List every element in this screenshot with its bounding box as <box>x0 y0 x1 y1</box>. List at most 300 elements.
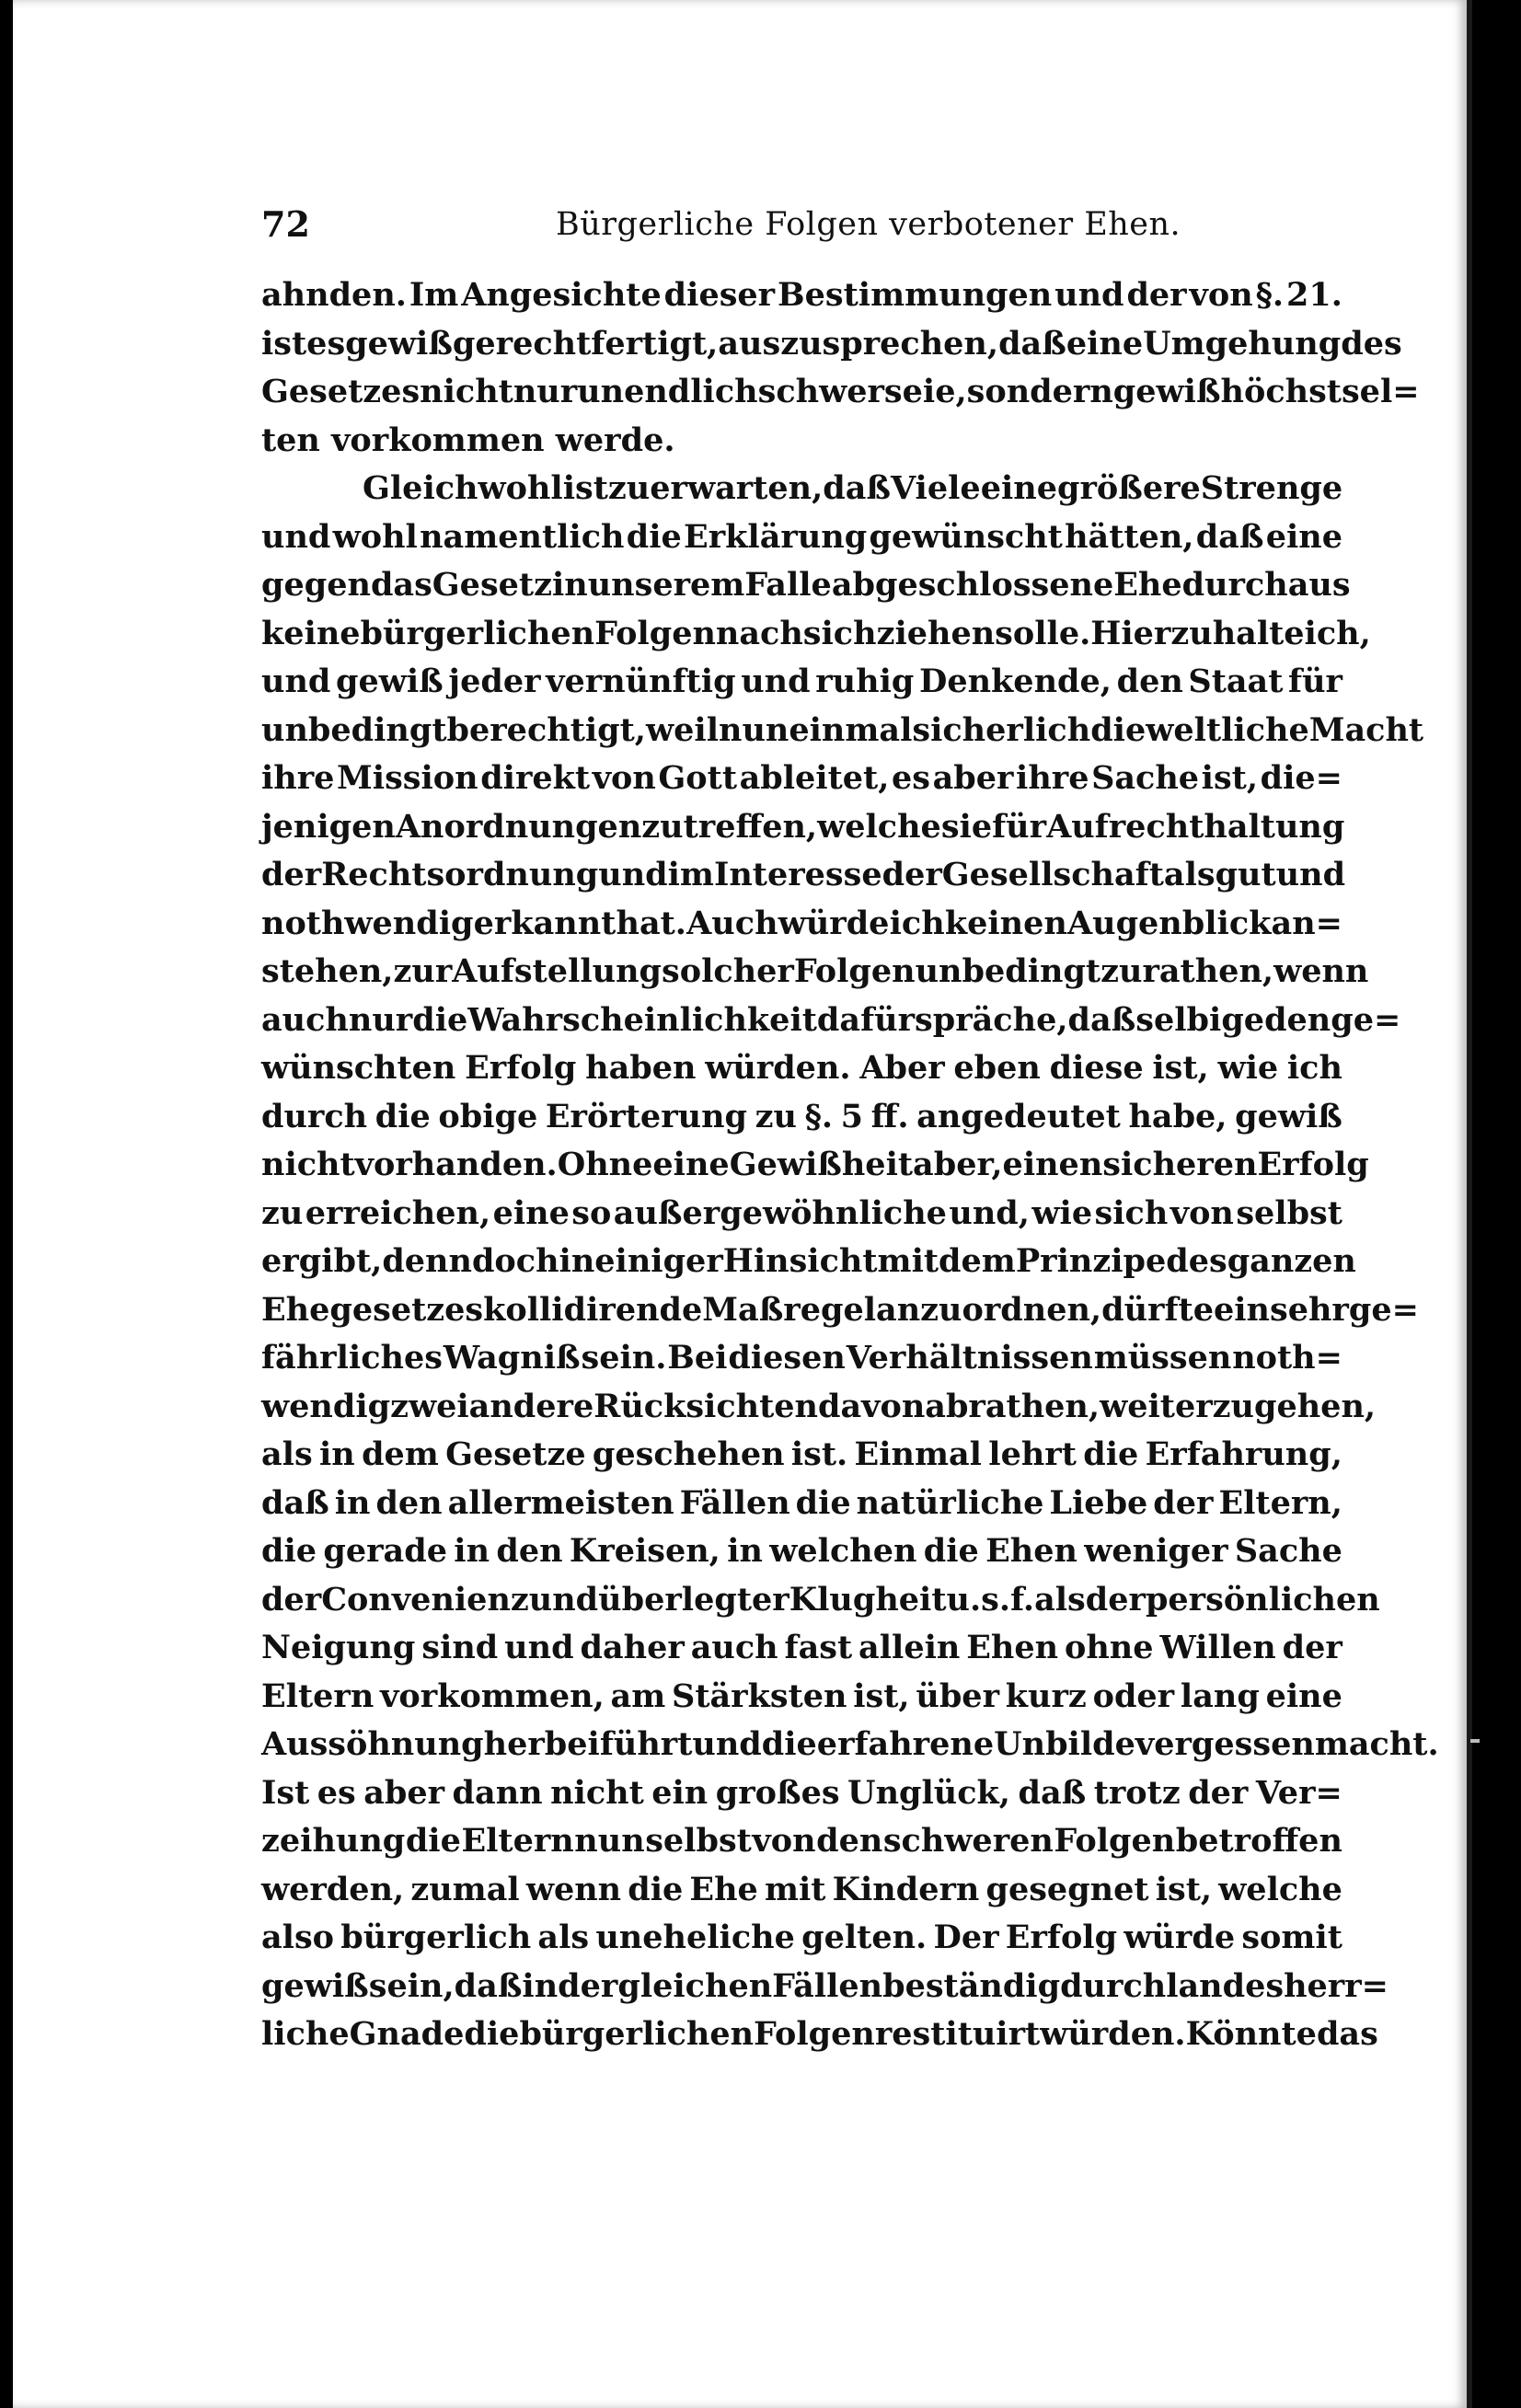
word: Eltern, <box>1218 1483 1342 1522</box>
word: daß <box>998 324 1066 363</box>
word: den <box>375 1483 443 1522</box>
word: fast <box>784 1629 853 1666</box>
word: zwei <box>390 1387 469 1425</box>
book-page <box>13 0 1467 2408</box>
word: es <box>317 1773 356 1812</box>
word: Aufrechthaltung <box>1046 807 1345 846</box>
word: des <box>1341 324 1402 363</box>
word: unbedingt <box>261 710 447 749</box>
word: in <box>559 1242 595 1280</box>
word: am <box>610 1676 666 1715</box>
word: zeihung <box>261 1822 406 1860</box>
word: gewiß <box>1112 373 1221 410</box>
word: ge= <box>1331 1000 1401 1039</box>
word: die <box>412 1000 468 1039</box>
word: die <box>1090 710 1147 749</box>
word: bürgerlich <box>340 1918 532 1956</box>
word: gewünscht <box>869 517 1063 556</box>
word: treffen, <box>683 807 818 846</box>
word: jeder <box>448 662 541 700</box>
text-line <box>261 561 1351 610</box>
word: es <box>306 324 346 363</box>
word: großes <box>715 1773 840 1812</box>
word: doch <box>471 1242 559 1280</box>
word: dafür <box>816 1000 916 1039</box>
word: natürliche <box>856 1483 1044 1522</box>
text-line <box>261 417 1342 466</box>
word: Eltern <box>461 1822 574 1860</box>
word: Bei <box>667 1339 728 1377</box>
word: in <box>334 1483 371 1522</box>
word: Macht <box>1308 710 1424 749</box>
word: mit <box>877 1242 939 1280</box>
word: als <box>537 1918 590 1956</box>
word: ist, <box>1155 1870 1213 1908</box>
word: ein <box>1213 1290 1270 1329</box>
word: u. <box>946 1580 982 1619</box>
word: weniger <box>1084 1532 1228 1570</box>
word: wohl <box>332 517 418 556</box>
word: Bestimmungen <box>778 276 1053 314</box>
word: abgeschlossene <box>831 566 1114 604</box>
word: zu <box>261 1193 304 1232</box>
word: Gesetz <box>432 566 552 604</box>
word: Kindern <box>832 1870 980 1908</box>
word: sein. <box>581 1339 667 1377</box>
word: Erfolg <box>1257 1146 1369 1183</box>
word: Erfahrung, <box>1145 1435 1342 1473</box>
word: somit <box>1241 1918 1342 1956</box>
word: der <box>1188 1773 1249 1812</box>
word: würden. <box>1040 2015 1186 2053</box>
word: ff. <box>870 1097 909 1135</box>
word: ist. <box>790 1435 848 1473</box>
word: Umgehung <box>1143 324 1342 363</box>
word: als <box>261 1435 313 1473</box>
word: selbst <box>645 1822 752 1860</box>
word: auch <box>261 1000 349 1039</box>
word: überlegter <box>598 1580 789 1619</box>
word: Ehegesetzes <box>261 1290 484 1329</box>
word: Interesse <box>713 856 882 893</box>
word: schweren <box>882 1822 1054 1860</box>
word: Augenblick <box>1066 904 1272 942</box>
word: sel= <box>1341 373 1420 410</box>
word: erreichen, <box>305 1193 491 1232</box>
word: Folgen <box>594 614 716 652</box>
word: solle. <box>995 614 1091 652</box>
word: der <box>1282 1629 1342 1666</box>
word: durchaus <box>1181 566 1351 604</box>
word: nicht <box>261 1146 355 1183</box>
word: dann <box>452 1773 543 1812</box>
word: zu <box>607 469 651 507</box>
word: die <box>626 517 682 556</box>
word: eine <box>652 1146 730 1183</box>
word: die= <box>1260 759 1342 797</box>
word: vergessen <box>1135 1725 1315 1763</box>
word: ziehen <box>876 614 996 652</box>
word: sondern <box>966 373 1113 410</box>
text-line <box>261 1817 1342 1866</box>
word: ich <box>1286 1049 1342 1087</box>
word: daß <box>454 1966 523 2005</box>
word: Erörterung <box>545 1097 748 1135</box>
word: größere <box>1056 469 1201 507</box>
word: und <box>528 1580 599 1619</box>
word: Gewißheit <box>729 1146 914 1183</box>
word: die <box>628 1870 684 1908</box>
word: welchen <box>769 1532 917 1570</box>
word: zu <box>641 807 684 846</box>
word: macht. <box>1314 1725 1439 1763</box>
word: Erfolg <box>465 1049 577 1087</box>
word: diese <box>1049 1049 1144 1087</box>
word: die <box>374 1097 431 1135</box>
word: schwer <box>757 373 884 410</box>
word: kollidirende <box>483 1290 703 1329</box>
word: der <box>881 856 942 893</box>
word: ist, <box>1152 1049 1209 1087</box>
word: Erklärung <box>684 517 868 556</box>
word: Ehen <box>966 1629 1059 1666</box>
word: angedeutet <box>916 1097 1121 1135</box>
word: Gnade <box>349 2015 465 2053</box>
word: einmal <box>789 710 913 749</box>
word: Gesetze <box>445 1435 586 1473</box>
word: in <box>727 1532 763 1570</box>
text-line <box>261 1286 1419 1335</box>
word: und <box>741 662 811 700</box>
word: die <box>923 1532 979 1570</box>
word: sind <box>421 1629 499 1666</box>
word: Aufstellung <box>452 952 663 990</box>
word: gesegnet <box>985 1870 1149 1908</box>
word: sicheren <box>1102 1146 1258 1183</box>
word: der <box>261 856 322 893</box>
word: ohne <box>1065 1629 1154 1666</box>
word: keine <box>261 614 361 652</box>
word: den <box>1116 662 1183 700</box>
word: liche <box>261 2015 350 2053</box>
word: herbeiführt <box>483 1725 693 1763</box>
word: daß <box>1067 1000 1136 1039</box>
word: Wahrscheinlichkeit <box>467 1000 817 1039</box>
word: Falle <box>744 566 832 604</box>
word: höchst <box>1220 373 1342 410</box>
word: seie, <box>883 373 967 410</box>
word: Gesellschaft <box>941 856 1164 893</box>
word: würde <box>1123 1918 1236 1956</box>
word: eine <box>1265 517 1342 556</box>
word: Hinsicht <box>722 1242 878 1280</box>
text-line <box>261 1334 1342 1383</box>
word: denn <box>382 1242 472 1280</box>
word: nicht <box>420 373 513 410</box>
word: die <box>1083 1435 1139 1473</box>
word: es <box>892 759 930 797</box>
word: bürgerlichen <box>519 2015 755 2053</box>
word: vorhanden. <box>354 1146 558 1183</box>
text-line <box>261 1963 1388 2011</box>
word: Fällen <box>772 1966 883 2005</box>
word: aber, <box>913 1146 1003 1183</box>
word: und <box>1275 856 1346 893</box>
word: selbst <box>1236 1193 1342 1232</box>
word: restituirt <box>874 2015 1041 2053</box>
word: Neigung <box>261 1629 416 1666</box>
word: nur <box>348 1000 413 1039</box>
word: nun <box>719 710 789 749</box>
word: sich <box>802 614 877 652</box>
word: nur <box>513 373 578 410</box>
word: ist, <box>1201 759 1259 797</box>
word: und <box>504 1629 574 1666</box>
word: lehrt <box>988 1435 1077 1473</box>
word: sich <box>1094 1193 1169 1232</box>
word: Erfolg <box>1005 1918 1118 1956</box>
text-line <box>261 271 1342 320</box>
word: Folgen <box>1054 1822 1176 1860</box>
word: müssen <box>1093 1339 1232 1377</box>
word: den <box>1264 1000 1331 1039</box>
word: Gott <box>658 759 737 797</box>
text-line <box>261 1624 1342 1673</box>
word: wie <box>1031 1193 1093 1232</box>
word: eine <box>980 469 1057 507</box>
word: zu <box>1212 1387 1254 1425</box>
text-line <box>261 320 1402 369</box>
word: Kreisen, <box>569 1532 720 1570</box>
word: Rechtsordnung <box>321 856 599 893</box>
word: von <box>592 759 656 797</box>
word: unserem <box>587 566 745 604</box>
word: 5 <box>840 1097 864 1135</box>
text-line <box>261 1673 1342 1722</box>
word: außergewöhnliche <box>613 1193 947 1232</box>
word: in <box>454 1532 490 1570</box>
word: halte <box>1212 614 1305 652</box>
word: aber <box>363 1773 445 1812</box>
word: Maßregel <box>702 1290 877 1329</box>
word: kurz <box>1005 1676 1087 1715</box>
text-line <box>261 1866 1342 1915</box>
word: f. <box>1010 1580 1035 1619</box>
word: direkt <box>480 759 591 797</box>
word: nothwendig <box>261 904 474 942</box>
word: beständig <box>882 1966 1061 2005</box>
body-text <box>261 271 1439 2059</box>
word: von <box>1170 1193 1234 1232</box>
word: Unbilde <box>994 1725 1135 1763</box>
word: als <box>1034 1580 1086 1619</box>
word: eine <box>1066 324 1144 363</box>
word: Klugheit <box>789 1580 947 1619</box>
text-line <box>261 1190 1342 1239</box>
word: Der <box>933 1918 999 1956</box>
word: dergleichen <box>558 1966 773 2005</box>
word: der <box>1085 1580 1146 1619</box>
word: dem <box>362 1435 439 1473</box>
word: auszusprechen, <box>718 324 999 363</box>
text-line <box>261 465 1342 513</box>
word: und, <box>949 1193 1030 1232</box>
word: ableitet, <box>739 759 890 797</box>
word: Eltern <box>261 1676 374 1715</box>
word: Ohne <box>557 1146 653 1183</box>
word: Folgen <box>793 952 916 990</box>
word: und <box>598 856 668 893</box>
word: sicherlich <box>912 710 1091 749</box>
text-line <box>261 1383 1377 1432</box>
word: als <box>1163 856 1216 893</box>
word: anzuordnen, <box>876 1290 1102 1329</box>
word: Anordnungen <box>395 807 642 846</box>
word: Gleichwohl <box>363 469 563 507</box>
text-line <box>261 1914 1342 1963</box>
word: allein <box>858 1629 961 1666</box>
word: Rücksichten <box>593 1387 818 1425</box>
word: rathen, <box>1142 952 1274 990</box>
word: fährliches <box>261 1339 443 1377</box>
word: durch <box>1060 1966 1167 2005</box>
word: §. <box>804 1097 834 1135</box>
word: ist <box>261 324 307 363</box>
word: des <box>1166 1242 1227 1280</box>
word: unbedingt <box>915 952 1101 990</box>
word: ist, <box>853 1676 910 1715</box>
word: der <box>1126 276 1187 314</box>
word: gewiß <box>1235 1097 1342 1135</box>
word: vernünftig <box>546 662 736 700</box>
word: den <box>496 1532 563 1570</box>
text-line <box>261 755 1342 803</box>
text-line <box>261 610 1371 659</box>
word: der <box>1153 1483 1214 1522</box>
word: durch <box>261 1097 368 1135</box>
word: weil <box>646 710 719 749</box>
word: Unglück, <box>847 1773 1010 1812</box>
word: Willen <box>1159 1629 1276 1666</box>
word: Fällen <box>679 1483 790 1522</box>
word: ich <box>889 904 945 942</box>
word: haben <box>585 1049 697 1087</box>
word: Einmal <box>854 1435 982 1473</box>
text-line <box>261 1093 1342 1142</box>
word: Viele <box>891 469 981 507</box>
word: würden. <box>705 1049 851 1087</box>
page-number: 72 <box>261 203 310 245</box>
word: Aussöhnung <box>261 1725 484 1763</box>
word: die <box>795 1483 851 1522</box>
word: Folgen <box>754 2015 875 2053</box>
word: habe, <box>1128 1097 1227 1135</box>
word: der <box>261 1580 322 1619</box>
word: 21. <box>1286 276 1342 314</box>
text-line <box>261 368 1420 417</box>
word: eine <box>492 1193 570 1232</box>
text-line <box>261 1044 1342 1093</box>
text-line <box>261 1238 1356 1286</box>
word: Ehen <box>985 1532 1077 1570</box>
word: und <box>692 1725 762 1763</box>
word: das <box>370 566 432 604</box>
word: lang <box>1180 1676 1260 1715</box>
word: gehen, <box>1253 1387 1377 1425</box>
word: an= <box>1271 904 1342 942</box>
word: ge= <box>1348 1290 1419 1329</box>
word: Strenge <box>1200 469 1343 507</box>
word: Denkende, <box>918 662 1112 700</box>
word: spräche, <box>915 1000 1068 1039</box>
word: ahnden. <box>261 276 407 314</box>
word: s. <box>981 1580 1011 1619</box>
word: Liebe <box>1049 1483 1148 1522</box>
text-line <box>261 2011 1378 2059</box>
word: Könnte <box>1185 2015 1317 2053</box>
text-line <box>261 707 1424 755</box>
word: ist <box>562 469 608 507</box>
word: daß <box>823 469 892 507</box>
text-line <box>261 1141 1369 1190</box>
word: daß <box>1195 517 1264 556</box>
page-header <box>261 201 1329 248</box>
word: daß <box>261 1483 329 1522</box>
word: mit <box>764 1870 826 1908</box>
word: bürgerlichen <box>360 614 595 652</box>
word: den <box>816 1822 883 1860</box>
word: unendlich <box>577 373 758 410</box>
word: Sache <box>1234 1532 1342 1570</box>
word: erwarten, <box>650 469 824 507</box>
word: betroffen <box>1175 1822 1342 1860</box>
word: obige <box>438 1097 538 1135</box>
word: und <box>261 662 331 700</box>
word: dürfte <box>1101 1290 1214 1329</box>
word: wünschten <box>261 1049 456 1087</box>
word: welche <box>1218 1870 1342 1908</box>
word: stehen, <box>261 952 394 990</box>
word: sie <box>940 807 993 846</box>
word: für <box>1288 662 1342 700</box>
word: wenn <box>1273 952 1369 990</box>
word: in <box>551 566 588 604</box>
word: weiter <box>1100 1387 1213 1425</box>
word: Staat <box>1188 662 1284 700</box>
word: Stärksten <box>672 1676 847 1715</box>
next-page-edge <box>1467 0 1472 2408</box>
word: zur <box>393 952 453 990</box>
word: im <box>667 856 714 893</box>
word: Wagniß <box>443 1339 581 1377</box>
word: einen <box>1002 1146 1103 1183</box>
text-line <box>261 1721 1439 1769</box>
text-line <box>261 1769 1342 1818</box>
word: hat. <box>616 904 686 942</box>
word: gerechtfertigt, <box>452 324 719 363</box>
word: und <box>261 517 331 556</box>
word: ihre <box>1016 759 1089 797</box>
word: allermeisten <box>447 1483 674 1522</box>
word: nicht <box>550 1773 644 1812</box>
word: nun <box>574 1822 645 1860</box>
word: aber <box>932 759 1014 797</box>
word: die <box>464 2015 520 2053</box>
text-line <box>261 1527 1342 1576</box>
word: jenigen <box>261 807 396 846</box>
text-line <box>261 1480 1342 1528</box>
word: gelten. <box>801 1918 928 1956</box>
